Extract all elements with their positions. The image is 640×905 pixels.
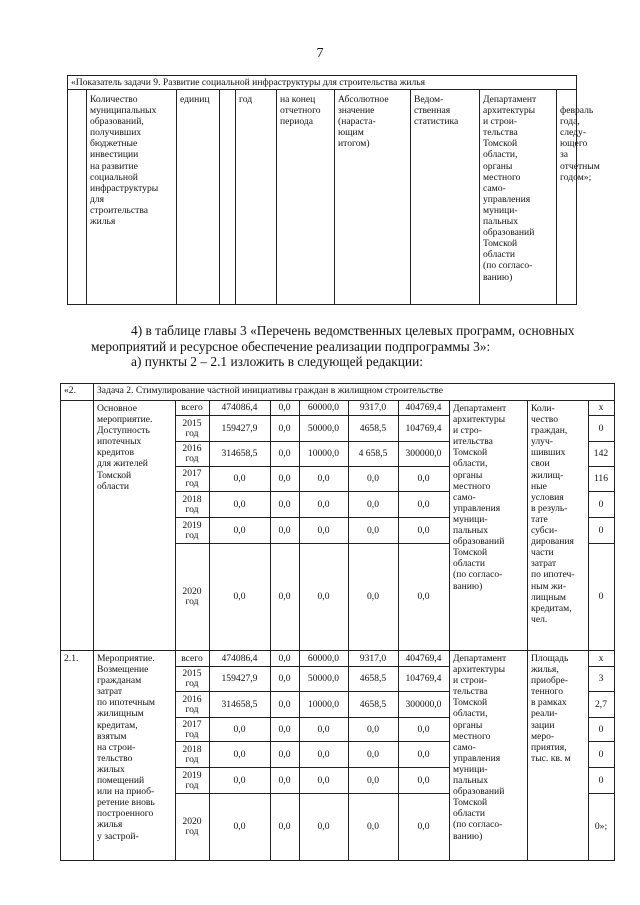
table-border: [60, 383, 614, 384]
regional-amount: 10000,0: [307, 448, 340, 459]
table-border: [479, 89, 480, 305]
table-border: [449, 400, 450, 651]
indicator-name: Площадь жилья, приобре- тенного в рамках реали- зации меро- приятия, тыс. кв. м: [531, 653, 571, 764]
extra-budget-amount: 404769,4: [405, 402, 442, 413]
federal-amount: 0,0: [278, 524, 291, 536]
year-label: 2018 год: [182, 743, 202, 765]
paragraph: а) пункты 2 – 2.1 изложить в следующей редакции:: [131, 354, 423, 369]
indicator-value: 0: [598, 498, 604, 510]
total-amount: 474086,4: [221, 402, 258, 413]
value-type: Абсолютное значение (нараста- ющим итогом): [338, 94, 389, 150]
year-label: 2017 год: [182, 468, 202, 489]
table-border: [527, 650, 528, 861]
federal-amount: 0,0: [278, 473, 291, 484]
table-border: [67, 89, 576, 90]
regional-amount: 0,0: [317, 591, 330, 602]
extra-budget-amount: 0,0: [417, 774, 430, 786]
task-title: Задача 2. Стимулирование частной инициативы граждан в жилищном строительстве: [97, 385, 444, 396]
total-amount: 474086,4: [221, 652, 258, 664]
paragraph: 4) в таблице главы 3 «Перечень ведомственных целевых программ, основных: [131, 323, 575, 338]
task-number: «2.: [64, 385, 76, 396]
regional-amount: 60000,0: [307, 652, 340, 664]
local-amount: 4658,5: [359, 698, 387, 710]
indicator-name: Коли- чество граждан, улуч- шивших свои жилищ- ные условия в резуль- тате субси- дирования части затрат по ипотеч- ным жи- лищным кредитам, чел.: [531, 403, 575, 625]
total-amount: 314658,5: [221, 698, 258, 710]
indicator-value: 3: [598, 673, 604, 684]
total-amount: 0,0: [233, 591, 246, 602]
year-label: 2016 год: [182, 693, 202, 715]
local-amount: 0,0: [367, 723, 379, 735]
data-source: Ведом- ственная статистика: [414, 94, 459, 128]
local-amount: 0,0: [367, 524, 379, 536]
extra-budget-amount: 0,0: [417, 473, 430, 484]
table-border: [93, 383, 94, 400]
local-amount: 0,0: [367, 591, 379, 602]
federal-amount: 0,0: [278, 723, 291, 735]
regional-amount: 10000,0: [307, 698, 340, 710]
regional-amount: 0,0: [317, 821, 330, 832]
extra-budget-amount: 404769,4: [405, 652, 442, 664]
deadline: февраль года, следу- ющего за отчетным годом»;: [560, 105, 600, 183]
federal-amount: 0,0: [278, 698, 291, 710]
local-amount: 4658,5: [359, 673, 387, 684]
table-header: «Показатель задачи 9. Развитие социальной инфраструктуры для строительства жилья: [71, 77, 426, 88]
indicator-value: x: [598, 652, 604, 664]
table-border: [410, 89, 411, 305]
extra-budget-amount: 0,0: [417, 723, 430, 735]
table-border: [235, 89, 236, 305]
local-amount: 0,0: [367, 748, 379, 760]
federal-amount: 0,0: [278, 652, 291, 664]
table-border: [93, 400, 94, 651]
federal-amount: 0,0: [278, 748, 291, 760]
measure-name: Мероприятие. Возмещение гражданам затрат по ипотечным жилищным кредитам, взятым на строи- тельство жилых помещений или на приоб- ретение вновь построенного жилья у застрой-: [97, 653, 155, 842]
table-border: [67, 75, 576, 76]
regional-amount: 50000,0: [307, 422, 340, 434]
table-border: [334, 89, 335, 305]
indicator-value: 0: [598, 524, 604, 536]
paragraph: мероприятий и ресурсное обеспечение реализации подпрограммы 3»:: [91, 339, 491, 354]
federal-amount: 0,0: [278, 448, 291, 459]
extra-budget-amount: 0,0: [417, 821, 430, 832]
local-amount: 0,0: [367, 821, 379, 832]
year-label: 2020 год: [182, 816, 202, 837]
total-amount: 0,0: [233, 748, 246, 760]
extra-budget-amount: 300000,0: [405, 448, 442, 459]
indicator-value: 0: [598, 422, 604, 434]
extra-budget-amount: 300000,0: [405, 698, 442, 710]
responsible-executor: Департамент архитектуры и строи- тельства Томской области, органы местного само- управления муници- пальных образований Томской области (по согласо- ванию): [453, 653, 507, 842]
indicator-value: 0: [598, 591, 604, 602]
measure-name: Основное мероприятие. Доступность ипотечных кредитов для жителей Томской области: [97, 403, 153, 492]
regional-amount: 0,0: [317, 723, 330, 735]
table-border: [60, 383, 61, 861]
total-amount: 0,0: [233, 498, 246, 510]
federal-amount: 0,0: [278, 591, 291, 602]
year-label: 2015 год: [182, 668, 202, 689]
local-amount: 9317,0: [359, 402, 387, 413]
regional-amount: 0,0: [317, 748, 330, 760]
total-amount: 0,0: [233, 473, 246, 484]
federal-amount: 0,0: [278, 774, 291, 786]
table-border: [527, 400, 528, 651]
extra-budget-amount: 0,0: [417, 591, 430, 602]
unit: единиц: [180, 94, 210, 105]
regional-amount: 0,0: [317, 524, 330, 536]
federal-amount: 0,0: [278, 402, 291, 413]
table-border: [449, 650, 450, 861]
local-amount: 4658,5: [359, 422, 387, 434]
periodicity: год: [239, 94, 253, 105]
page-number: 7: [316, 46, 324, 61]
total-amount: 159427,9: [221, 422, 258, 434]
regional-amount: 0,0: [317, 774, 330, 786]
local-amount: 9317,0: [359, 652, 387, 664]
federal-amount: 0,0: [278, 498, 291, 510]
indicator-value: 2,7: [595, 698, 607, 710]
table-border: [276, 89, 277, 305]
indicator-value: 0»;: [594, 821, 608, 832]
indicator-value: 0: [598, 723, 604, 735]
table-border: [67, 304, 576, 305]
indicator-value: 142: [593, 448, 609, 459]
federal-amount: 0,0: [278, 422, 291, 434]
indicator-value: 0: [598, 774, 604, 786]
extra-budget-amount: 0,0: [417, 524, 430, 536]
indicator-value: 0: [598, 748, 604, 760]
indicator-name: Количество муниципальных образований, получивших бюджетные инвестиции на развитие социальной инфраструктуры для строительства жилья: [90, 94, 159, 228]
extra-budget-amount: 104769,4: [405, 422, 442, 434]
table-border: [60, 860, 614, 861]
table-border: [93, 650, 94, 861]
responsible: Департамент архитектуры и строи- тельства Томской области, органы местного само- управления муници- пальных образований Томской области (по согласо- ванию): [483, 94, 537, 283]
year-label: 2016 год: [182, 443, 202, 464]
year-label: 2015 год: [182, 417, 202, 439]
total-amount: 0,0: [233, 821, 246, 832]
year-label: 2017 год: [182, 718, 202, 740]
indicator-value: 116: [593, 473, 609, 484]
table-border: [176, 89, 177, 305]
total-amount: 0,0: [233, 774, 246, 786]
table-border: [86, 89, 87, 305]
local-amount: 0,0: [367, 473, 379, 484]
federal-amount: 0,0: [278, 673, 291, 684]
regional-amount: 50000,0: [307, 673, 340, 684]
extra-budget-amount: 0,0: [417, 498, 430, 510]
indicator-value: x: [598, 402, 604, 413]
total-amount: 0,0: [233, 723, 246, 735]
year-label: 2019 год: [182, 769, 202, 791]
regional-amount: 0,0: [317, 473, 330, 484]
local-amount: 0,0: [367, 498, 379, 510]
regional-amount: 0,0: [317, 498, 330, 510]
year-label: 2020 год: [182, 586, 202, 607]
regional-amount: 60000,0: [307, 402, 340, 413]
table-border: [219, 89, 220, 305]
local-amount: 4 658,5: [358, 448, 388, 459]
total-amount: 314658,5: [221, 448, 258, 459]
total-amount: 159427,9: [221, 673, 258, 684]
year-label: всего: [181, 652, 203, 664]
local-amount: 0,0: [367, 774, 379, 786]
table-border: [614, 383, 615, 861]
measure-number: 2.1.: [64, 653, 79, 664]
year-label: всего: [181, 402, 203, 413]
year-label: 2018 год: [182, 493, 202, 515]
extra-budget-amount: 0,0: [417, 748, 430, 760]
table-border: [67, 75, 68, 305]
year-label: 2019 год: [182, 519, 202, 541]
responsible-executor: Департамент архитектуры и стро- ительства Томской области, органы местного само- управления муници- пальных образований Томской области (по согласо- ванию): [453, 403, 507, 592]
extra-budget-amount: 104769,4: [405, 673, 442, 684]
total-amount: 0,0: [233, 524, 246, 536]
federal-amount: 0,0: [278, 821, 291, 832]
period-type: на конец отчетного периода: [280, 94, 321, 128]
